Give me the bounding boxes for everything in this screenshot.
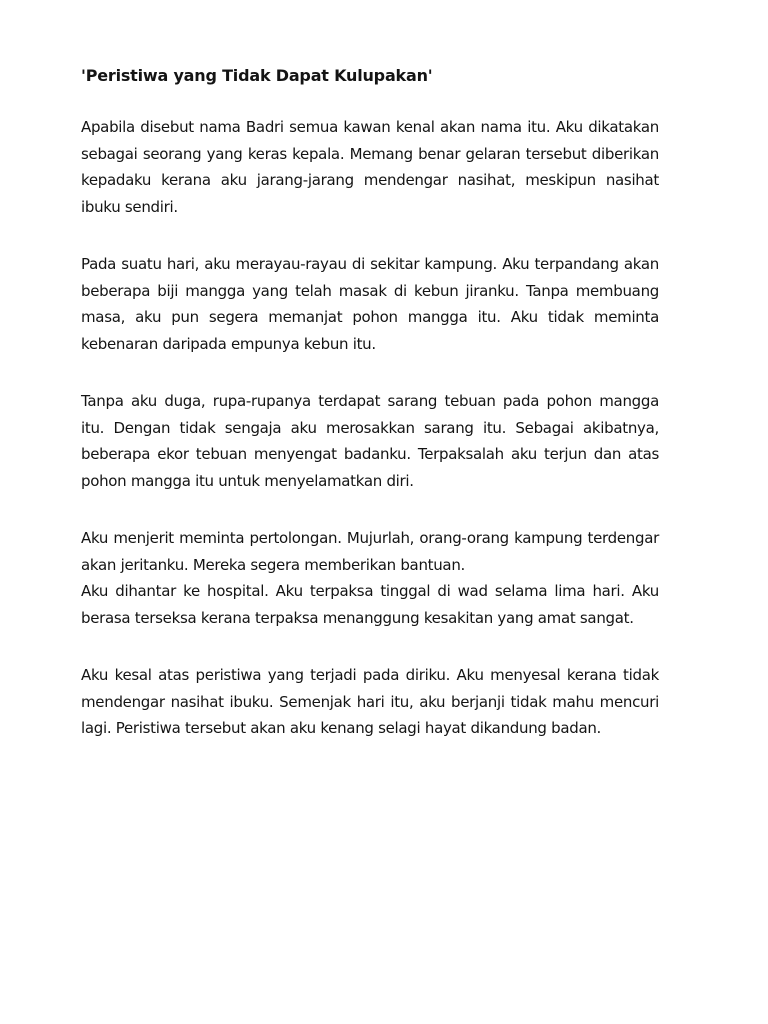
document-title: 'Peristiwa yang Tidak Dapat Kulupakan': [81, 66, 433, 85]
paragraph-4: Aku menjerit meminta pertolongan. Mujurlah, orang-orang kampung terdengar akan jeritanku. Mereka segera memberikan bantuan.: [81, 529, 659, 574]
paragraph-3: Tanpa aku duga, rupa-rupanya terdapat sarang tebuan pada pohon mangga itu. Dengan tidak sengaja aku merosakkan sarang itu. Sebagai akibatnya, beberapa ekor tebuan menyengat badanku. Terpaksalah aku terjun dan atas pohon mangga itu untuk menyelamatkan diri.: [81, 392, 659, 490]
document-page: [81, 64, 659, 773]
paragraph-1: Apabila disebut nama Badri semua kawan kenal akan nama itu. Aku dikatakan sebagai seorang yang keras kepala. Memang benar gelaran tersebut diberikan kepadaku kerana aku jarang-jarang mendengar nasihat, meskipun nasihat ibuku sendiri.: [81, 118, 659, 216]
paragraph-5: Aku dihantar ke hospital. Aku terpaksa tinggal di wad selama lima hari. Aku berasa terseksa kerana terpaksa menanggung kesakitan yang amat sangat.: [81, 582, 659, 627]
paragraph-6: Aku kesal atas peristiwa yang terjadi pada diriku. Aku menyesal kerana tidak mendengar nasihat ibuku. Semenjak hari itu, aku berjanji tidak mahu mencuri lagi. Peristiwa tersebut akan aku kenang selagi hayat dikandung badan.: [81, 666, 659, 737]
paragraph-2: Pada suatu hari, aku merayau-rayau di sekitar kampung. Aku terpandang akan beberapa biji mangga yang telah masak di kebun jiranku. Tanpa membuang masa, aku pun segera memanjat pohon mangga itu. Aku tidak meminta kebenaran daripada empunya kebun itu.: [81, 255, 659, 353]
